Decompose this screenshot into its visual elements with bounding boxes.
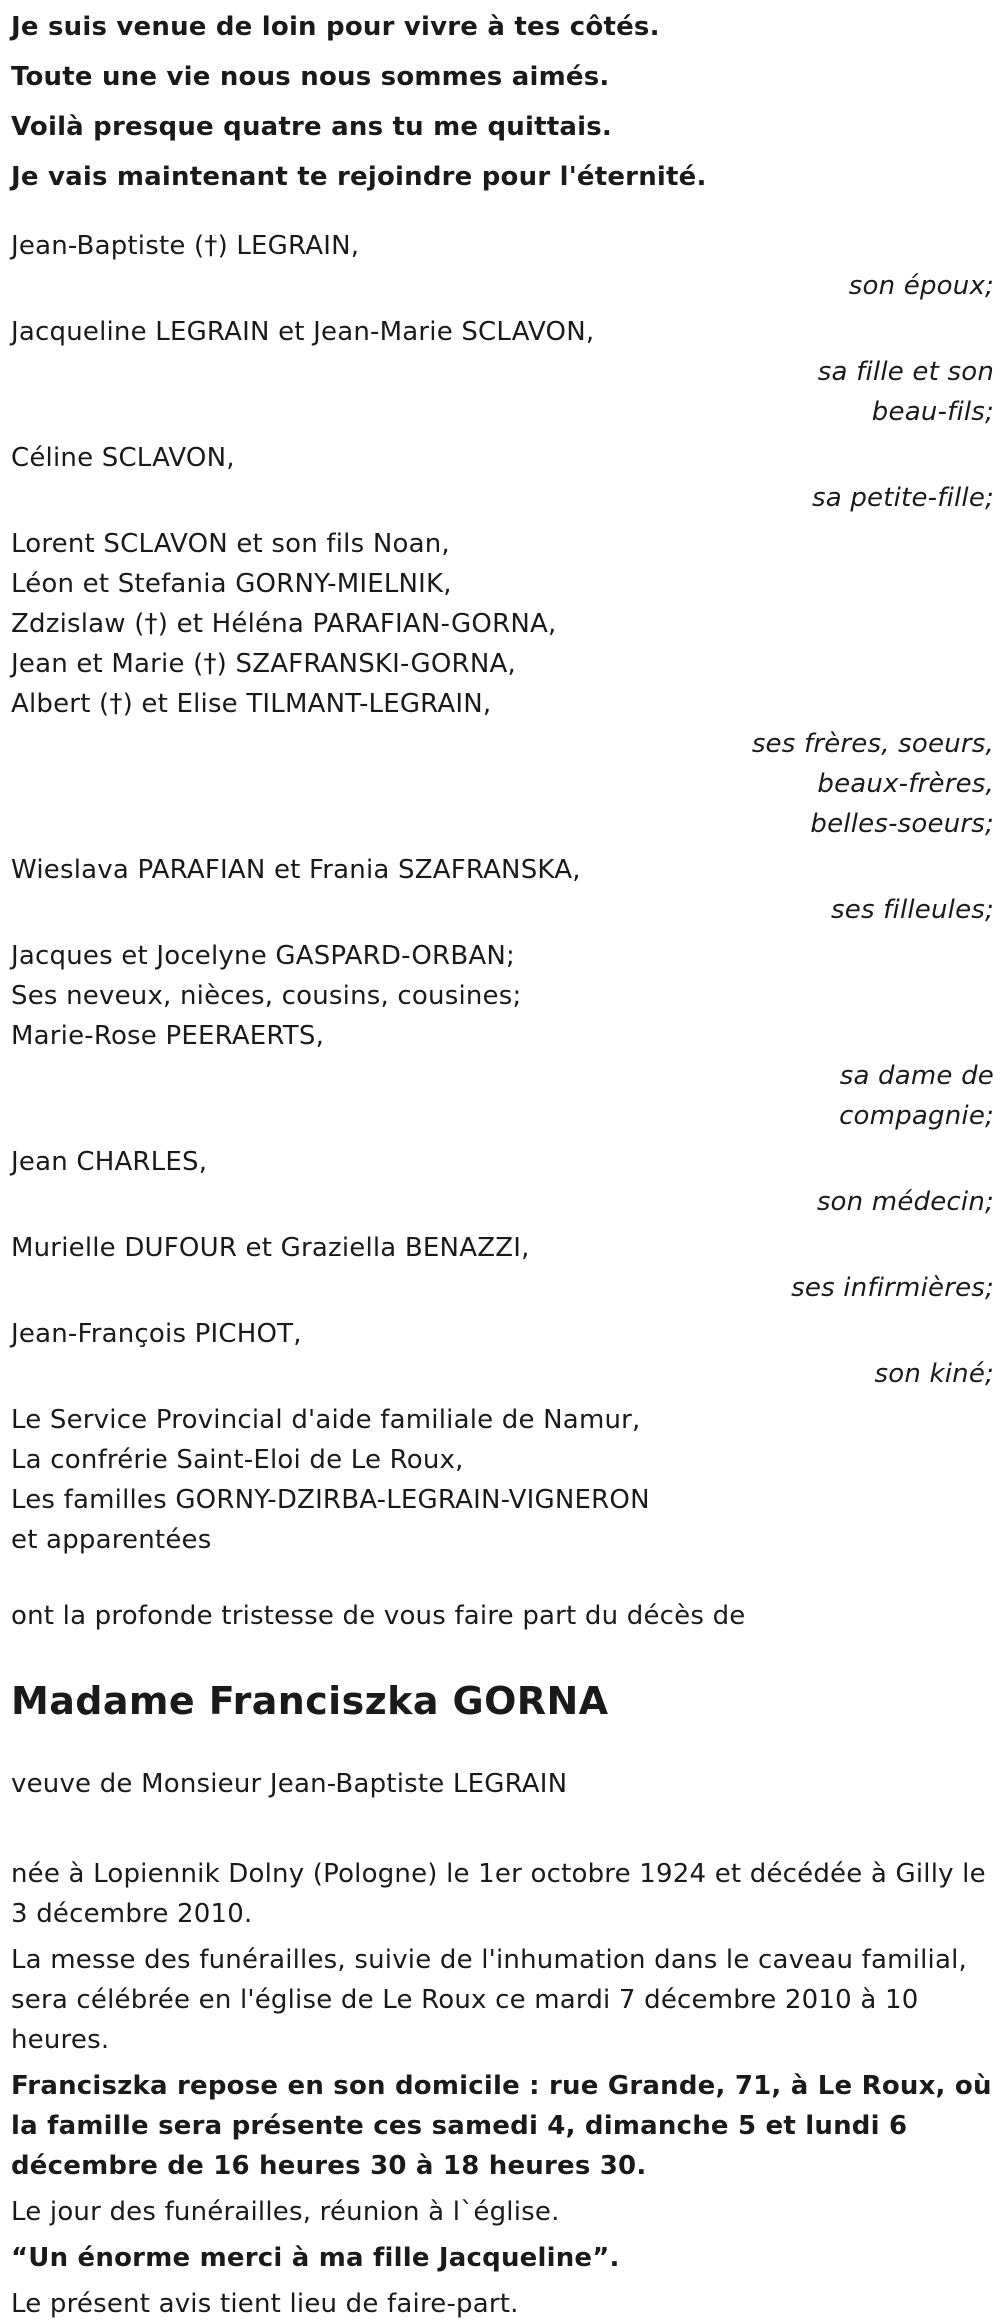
- announcement-intro: ont la profonde tristesse de vous faire part du décès de: [11, 1601, 746, 1631]
- family-name-line: Céline SCLAVON,: [11, 443, 235, 473]
- family-names: [11, 1400, 994, 1560]
- poem-line: Je vais maintenant te rejoindre pour l'éternité.: [11, 162, 707, 192]
- family-names: [11, 1228, 994, 1268]
- birth-death-info: née à Lopiennik Dolny (Pologne) le 1er octobre 1924 et décédée à Gilly le 3 décembre 2010.: [11, 1859, 986, 1929]
- obituary-page: [0, 2, 994, 2324]
- family-name-line: Murielle DUFOUR et Graziella BENAZZI,: [11, 1233, 530, 1263]
- family-entry: [11, 1400, 994, 1560]
- thanks-quote: “Un énorme merci à ma fille Jacqueline”.: [11, 2243, 620, 2273]
- poem-line: Voilà presque quatre ans tu me quittais.: [11, 112, 612, 142]
- family-name-line: Jacqueline LEGRAIN et Jean-Marie SCLAVON,: [11, 317, 595, 347]
- family-name-line: Jean CHARLES,: [11, 1147, 208, 1177]
- family-name-line: Jean-Baptiste (†) LEGRAIN,: [11, 231, 360, 261]
- family-role: sa fille et son beau-fils;: [817, 357, 994, 427]
- widow-of: veuve de Monsieur Jean-Baptiste LEGRAIN: [11, 1769, 568, 1799]
- notice-line: Le présent avis tient lieu de faire-part.: [11, 2289, 519, 2319]
- family-role: sa petite-fille;: [811, 483, 994, 513]
- family-name-line: Ses neveux, nièces, cousins, cousines;: [11, 981, 522, 1011]
- family-names: [11, 524, 994, 724]
- family-names: [11, 850, 994, 890]
- family-name-line: Zdzislaw (†) et Héléna PARAFIAN-GORNA,: [11, 609, 557, 639]
- family-entry: [11, 1228, 994, 1308]
- family-name-line: La confrérie Saint-Eloi de Le Roux,: [11, 1445, 464, 1475]
- family-name-line: Léon et Stefania GORNY-MIELNIK,: [11, 569, 452, 599]
- family-name-line: Marie-Rose PEERAERTS,: [11, 1021, 325, 1051]
- family-name-line: et apparentées: [11, 1525, 212, 1555]
- deceased-name: Madame Franciszka GORNA: [11, 1679, 609, 1723]
- family-name-line: Jean-François PICHOT,: [11, 1319, 302, 1349]
- family-names: [11, 936, 994, 1056]
- family-role: ses frères, soeurs, beaux-frères, belles-soeurs;: [751, 729, 994, 839]
- family-name-line: Albert (†) et Elise TILMANT-LEGRAIN,: [11, 689, 492, 719]
- family-role: ses infirmières;: [791, 1273, 994, 1303]
- family-names: [11, 226, 994, 266]
- family-entry: [11, 1314, 994, 1394]
- family-names: [11, 438, 994, 478]
- family-name-line: Jacques et Jocelyne GASPARD-ORBAN;: [11, 941, 515, 971]
- family-entry: [11, 226, 994, 306]
- family-names: [11, 1142, 994, 1182]
- family-names: [11, 312, 994, 352]
- family-name-line: Lorent SCLAVON et son fils Noan,: [11, 529, 450, 559]
- poem: [11, 2, 990, 202]
- family-role: sa dame de compagnie;: [839, 1061, 994, 1131]
- family-role: ses filleules;: [831, 895, 994, 925]
- poem-line: Toute une vie nous nous sommes aimés.: [11, 62, 610, 92]
- poem-line: Je suis venue de loin pour vivre à tes côtés.: [11, 12, 660, 42]
- family-role: son médecin;: [816, 1187, 994, 1217]
- family-entry: [11, 312, 994, 432]
- family-name-line: Les familles GORNY-DZIRBA-LEGRAIN-VIGNERON: [11, 1485, 650, 1515]
- family-role: son kiné;: [874, 1359, 994, 1389]
- family-name-line: Le Service Provincial d'aide familiale de Namur,: [11, 1405, 641, 1435]
- family-entry: [11, 524, 994, 844]
- family-list: [11, 226, 994, 1560]
- funeral-mass-info: La messe des funérailles, suivie de l'inhumation dans le caveau familial, sera célébrée en l'église de Le Roux ce mardi 7 décembre 2010 à 10 heures.: [11, 1945, 967, 2055]
- family-names: [11, 1314, 994, 1354]
- meeting-info: Le jour des funérailles, réunion à l`église.: [11, 2197, 560, 2227]
- family-name-line: Wieslava PARAFIAN et Frania SZAFRANSKA,: [11, 855, 581, 885]
- family-entry: [11, 850, 994, 930]
- family-entry: [11, 438, 994, 518]
- family-entry: [11, 1142, 994, 1222]
- family-entry: [11, 936, 994, 1136]
- family-role: son époux;: [848, 271, 994, 301]
- repose-info: Franciszka repose en son domicile : rue Grande, 71, à Le Roux, où la famille sera présente ces samedi 4, dimanche 5 et lundi 6 décembre de 16 heures 30 à 18 heures 30.: [11, 2071, 992, 2181]
- family-name-line: Jean et Marie (†) SZAFRANSKI-GORNA,: [11, 649, 516, 679]
